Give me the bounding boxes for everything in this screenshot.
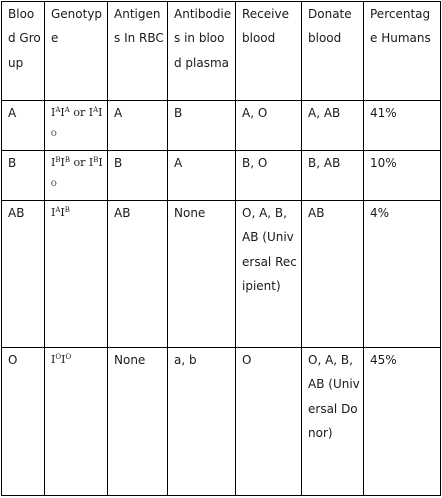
cell-group: A xyxy=(2,101,45,151)
cell-group: AB xyxy=(2,201,45,348)
allele-superscript: A xyxy=(55,206,61,214)
cell-antibodies: a, b xyxy=(168,348,236,496)
allele-superscript: A xyxy=(93,106,99,114)
cell-antibodies: A xyxy=(168,151,236,201)
allele-superscript: B xyxy=(55,156,61,164)
cell-antigens: None xyxy=(108,348,168,496)
cell-receive: O, A, B, AB (Universal Recipient) xyxy=(236,201,302,348)
cell-donate: O, A, B, AB (Universal Donor) xyxy=(302,348,364,496)
allele-superscript: A xyxy=(55,106,61,114)
header-cell-blood-group: Blood Group xyxy=(2,2,45,101)
genotype-separator: or xyxy=(69,106,89,119)
genotype-allele: $I^O$ xyxy=(51,156,103,189)
cell-genotype xyxy=(45,101,108,151)
cell-receive: A, O xyxy=(236,101,302,151)
header-cell-antigens: Antigens In RBC xyxy=(108,2,168,101)
genotype-allele: $I^B$ xyxy=(51,156,61,169)
table-row xyxy=(2,201,441,348)
genotype-allele: $I^A$ xyxy=(60,106,70,119)
cell-group: O xyxy=(2,348,45,496)
cell-genotype xyxy=(45,201,108,348)
cell-group: B xyxy=(2,151,45,201)
genotype-allele: $I^B$ xyxy=(88,156,99,169)
cell-percentage: 41% xyxy=(364,101,441,151)
cell-genotype xyxy=(45,151,108,201)
genotype-allele: $I^A$ xyxy=(51,106,61,119)
cell-donate: B, AB xyxy=(302,151,364,201)
cell-antigens: B xyxy=(108,151,168,201)
cell-percentage: 45% xyxy=(364,348,441,496)
allele-superscript: B xyxy=(64,156,71,164)
header-cell-donate: Donate blood xyxy=(302,2,364,101)
table-row xyxy=(2,101,441,151)
allele-superscript: O xyxy=(65,353,72,361)
cell-donate: AB xyxy=(302,201,364,348)
cell-antigens: AB xyxy=(108,201,168,348)
header-cell-receive: Receive blood xyxy=(236,2,302,101)
genotype-allele: $I^B$ xyxy=(60,156,71,169)
genotype-separator: or xyxy=(70,156,89,169)
genotype-allele: $I^O$ xyxy=(51,353,62,366)
allele-superscript: B xyxy=(64,206,70,214)
header-cell-percentage: Percentage Humans xyxy=(364,2,441,101)
cell-receive: O xyxy=(236,348,302,496)
allele-superscript: A xyxy=(64,106,70,114)
table-row xyxy=(2,151,441,201)
cell-antibodies: B xyxy=(168,101,236,151)
header-cell-antibodies: Antibodies in blood plasma xyxy=(168,2,236,101)
cell-percentage: 4% xyxy=(364,201,441,348)
cell-antibodies: None xyxy=(168,201,236,348)
allele-superscript: B xyxy=(93,156,99,164)
cell-antigens: A xyxy=(108,101,168,151)
genotype-allele: $I^B$ xyxy=(60,206,70,219)
header-cell-genotype: Genotype xyxy=(45,2,108,101)
genotype-allele: $I^A$ xyxy=(88,106,99,119)
cell-donate: A, AB xyxy=(302,101,364,151)
allele-superscript: O xyxy=(55,353,62,361)
genotype-allele: $I^O$ xyxy=(61,353,72,366)
blood-group-table xyxy=(1,1,441,496)
genotype-allele: $I^O$ xyxy=(51,106,103,139)
table-row xyxy=(2,348,441,496)
header-row xyxy=(2,2,441,101)
cell-percentage: 10% xyxy=(364,151,441,201)
allele-superscript: O xyxy=(51,130,57,139)
allele-superscript: O xyxy=(51,180,57,189)
cell-genotype xyxy=(45,348,108,496)
genotype-allele: $I^A$ xyxy=(51,206,61,219)
cell-receive: B, O xyxy=(236,151,302,201)
